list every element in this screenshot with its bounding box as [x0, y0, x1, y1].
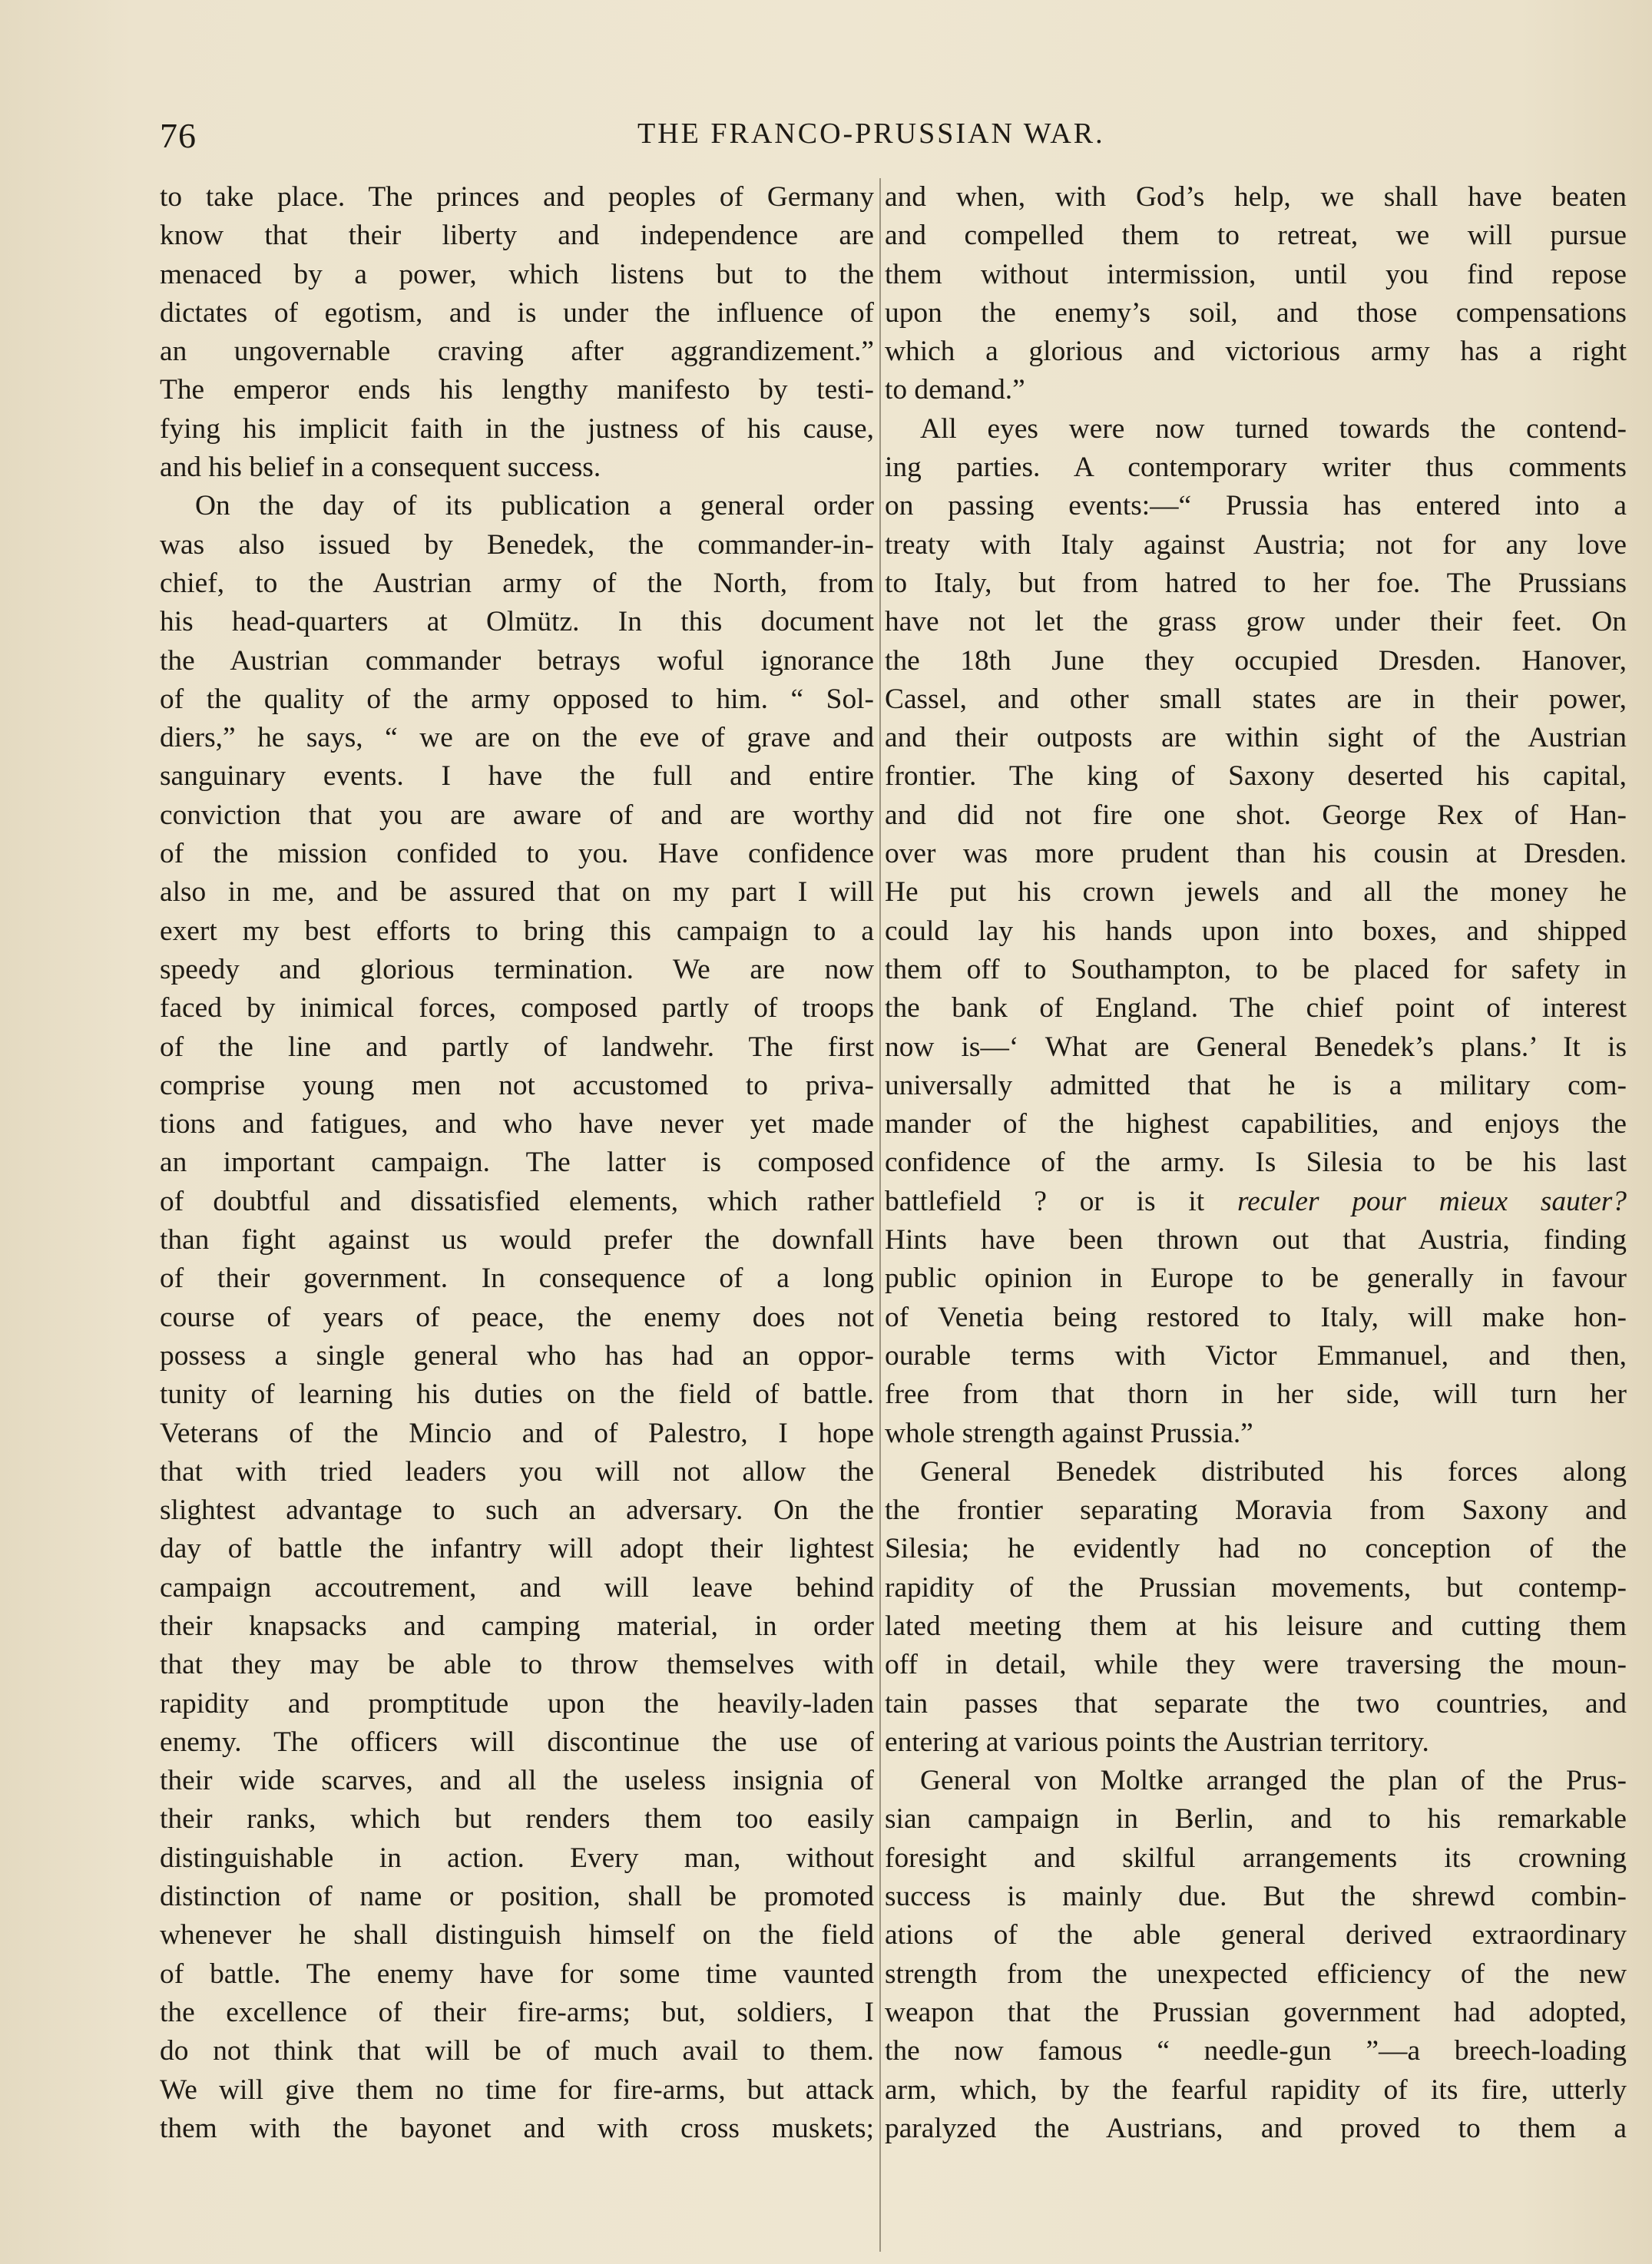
- text-line: an ungovernable craving after aggrandizement.”: [160, 336, 874, 368]
- text-line: public opinion in Europe to be generally in favour: [885, 1263, 1627, 1295]
- text-line: and when, with God’s help, we shall have beaten: [885, 181, 1627, 213]
- text-line: ations of the able general derived extraordinary: [885, 1919, 1627, 1951]
- text-line: rapidity of the Prussian movements, but contemp-: [885, 1571, 1627, 1604]
- text-line: sian campaign in Berlin, and to his remarkable: [885, 1803, 1627, 1835]
- text-line: General von Moltke arranged the plan of the Prus-: [920, 1765, 1627, 1797]
- text-line: course of years of peace, the enemy does not: [160, 1301, 874, 1333]
- text-line: to take place. The princes and peoples of Germany: [160, 181, 874, 213]
- text-line: them without intermission, until you find repose: [885, 258, 1627, 290]
- text-line: General Benedek distributed his forces along: [920, 1455, 1627, 1488]
- text-line: treaty with Italy against Austria; not for any love: [885, 528, 1627, 561]
- text-line: mander of the highest capabilities, and enjoys the: [885, 1108, 1627, 1140]
- text-line: do not think that will be of much avail to them.: [160, 2035, 874, 2067]
- text-line: an important campaign. The latter is composed: [160, 1147, 874, 1179]
- text-line: that with tried leaders you will not allow the: [160, 1455, 874, 1488]
- column-divider-rule: [879, 178, 881, 2252]
- text-line: them with the bayonet and with cross muskets;: [160, 2112, 874, 2144]
- left-text-column: [160, 178, 874, 2148]
- text-line: Hints have been thrown out that Austria, finding: [885, 1224, 1627, 1256]
- text-line: of their government. In consequence of a long: [160, 1263, 874, 1295]
- text-line: campaign accoutrement, and will leave behind: [160, 1571, 874, 1604]
- text-line: the excellence of their fire-arms; but, soldiers, I: [160, 1996, 874, 2028]
- text-line: of the mission confided to you. Have confidence: [160, 838, 874, 870]
- text-line: tions and fatigues, and who have never yet made: [160, 1108, 874, 1140]
- text-line: battlefield ? or is it reculer pour mieux sauter?: [885, 1185, 1627, 1217]
- text-line: his head-quarters at Olmütz. In this document: [160, 606, 874, 638]
- text-line: of the line and partly of landwehr. The first: [160, 1031, 874, 1063]
- text-line: arm, which, by the fearful rapidity of its fire, utterly: [885, 2074, 1627, 2106]
- text-line: the bank of England. The chief point of interest: [885, 992, 1627, 1024]
- text-line: on passing events:—“ Prussia has entered into a: [885, 490, 1627, 522]
- text-line: have not let the grass grow under their feet. On: [885, 606, 1627, 638]
- text-line: their ranks, which but renders them too easily: [160, 1803, 874, 1835]
- text-line: of Venetia being restored to Italy, will make hon-: [885, 1301, 1627, 1333]
- text-line: faced by inimical forces, composed partly of troops: [160, 992, 874, 1024]
- text-line: speedy and glorious termination. We are now: [160, 953, 874, 985]
- text-line: lated meeting them at his leisure and cutting them: [885, 1610, 1627, 1642]
- text-line: their knapsacks and camping material, in order: [160, 1610, 874, 1642]
- page-number: 76: [160, 116, 197, 155]
- text-line: strength from the unexpected efficiency of the new: [885, 1958, 1627, 1990]
- text-line: On the day of its publication a general order: [195, 490, 874, 522]
- text-line: and did not fire one shot. George Rex of Han-: [885, 799, 1627, 831]
- text-line: of the quality of the army opposed to him. “ Sol-: [160, 683, 874, 715]
- text-line: also in me, and be assured that on my part I will: [160, 876, 874, 909]
- text-line: know that their liberty and independence are: [160, 220, 874, 252]
- text-line: off in detail, while they were traversing the moun-: [885, 1649, 1627, 1681]
- running-head-title: THE FRANCO-PRUSSIAN WAR.: [637, 118, 1105, 150]
- text-line: now is—‘ What are General Benedek’s plans.’ It is: [885, 1031, 1627, 1063]
- text-line: confidence of the army. Is Silesia to be his last: [885, 1147, 1627, 1179]
- text-line: distinction of name or position, shall be promoted: [160, 1881, 874, 1913]
- text-line: He put his crown jewels and all the money he: [885, 876, 1627, 909]
- text-line: conviction that you are aware of and are worthy: [160, 799, 874, 831]
- text-line: possess a single general who has had an oppor-: [160, 1339, 874, 1372]
- text-line: them off to Southampton, to be placed for safety in: [885, 953, 1627, 985]
- text-line: tain passes that separate the two countries, and: [885, 1687, 1627, 1720]
- text-line: comprise young men not accustomed to priva-: [160, 1069, 874, 1101]
- text-line: menaced by a power, which listens but to the: [160, 258, 874, 290]
- text-line: We will give them no time for fire-arms, but attack: [160, 2074, 874, 2106]
- text-line: of battle. The enemy have for some time vaunted: [160, 1958, 874, 1990]
- text-line: whole strength against Prussia.”: [885, 1417, 1253, 1449]
- text-line: could lay his hands upon into boxes, and shipped: [885, 915, 1627, 947]
- text-line: ing parties. A contemporary writer thus comments: [885, 452, 1627, 484]
- text-line: The emperor ends his lengthy manifesto by testi-: [160, 374, 874, 406]
- text-line: and his belief in a consequent success.: [160, 452, 601, 484]
- text-line: free from that thorn in her side, will turn her: [885, 1379, 1627, 1411]
- text-line: the Austrian commander betrays woful ignorance: [160, 644, 874, 677]
- text-line: the 18th June they occupied Dresden. Hanover,: [885, 644, 1627, 677]
- text-line: the frontier separating Moravia from Saxony and: [885, 1494, 1627, 1527]
- text-line: chief, to the Austrian army of the North, from: [160, 567, 874, 599]
- text-line: was also issued by Benedek, the commander-in-: [160, 528, 874, 561]
- text-line: rapidity and promptitude upon the heavily-laden: [160, 1687, 874, 1720]
- text-line: to demand.”: [885, 374, 1025, 406]
- right-text-column: [885, 178, 1627, 2148]
- text-line: weapon that the Prussian government had adopted,: [885, 1996, 1627, 2028]
- text-line: and their outposts are within sight of the Austrian: [885, 722, 1627, 754]
- text-line: exert my best efforts to bring this campaign to a: [160, 915, 874, 947]
- text-line: ourable terms with Victor Emmanuel, and then,: [885, 1339, 1627, 1372]
- text-line: slightest advantage to such an adversary. On the: [160, 1494, 874, 1527]
- italic-phrase: reculer pour mieux sauter?: [1237, 1185, 1627, 1217]
- text-line: Veterans of the Mincio and of Palestro, I hope: [160, 1417, 874, 1449]
- text-line: which a glorious and victorious army has a right: [885, 336, 1627, 368]
- text-line: tunity of learning his duties on the field of battle.: [160, 1379, 874, 1411]
- text-line: entering at various points the Austrian territory.: [885, 1726, 1429, 1758]
- text-line: success is mainly due. But the shrewd combin-: [885, 1881, 1627, 1913]
- text-line: universally admitted that he is a military com-: [885, 1069, 1627, 1101]
- text-line: All eyes were now turned towards the contend-: [920, 412, 1627, 445]
- text-line: upon the enemy’s soil, and those compensations: [885, 296, 1627, 329]
- text-line: the now famous “ needle-gun ”—a breech-loading: [885, 2035, 1627, 2067]
- text-line: fying his implicit faith in the justness of his cause,: [160, 412, 874, 445]
- text-line: day of battle the infantry will adopt their lightest: [160, 1533, 874, 1565]
- text-line: enemy. The officers will discontinue the use of: [160, 1726, 874, 1758]
- text-line: than fight against us would prefer the downfall: [160, 1224, 874, 1256]
- text-line: Silesia; he evidently had no conception of the: [885, 1533, 1627, 1565]
- text-line: foresight and skilful arrangements its crowning: [885, 1842, 1627, 1874]
- text-line: paralyzed the Austrians, and proved to them a: [885, 2112, 1627, 2144]
- text-line: their wide scarves, and all the useless insignia of: [160, 1765, 874, 1797]
- text-line: and compelled them to retreat, we will pursue: [885, 220, 1627, 252]
- text-line: sanguinary events. I have the full and entire: [160, 760, 874, 793]
- text-line: to Italy, but from hatred to her foe. The Prussians: [885, 567, 1627, 599]
- text-line: over was more prudent than his cousin at Dresden.: [885, 838, 1627, 870]
- text-line: of doubtful and dissatisfied elements, which rather: [160, 1185, 874, 1217]
- text-line: distinguishable in action. Every man, without: [160, 1842, 874, 1874]
- text-line: Cassel, and other small states are in their power,: [885, 683, 1627, 715]
- text-line: whenever he shall distinguish himself on the field: [160, 1919, 874, 1951]
- text-line: diers,” he says, “ we are on the eve of grave and: [160, 722, 874, 754]
- text-line: frontier. The king of Saxony deserted his capital,: [885, 760, 1627, 793]
- text-line: that they may be able to throw themselves with: [160, 1649, 874, 1681]
- text-line: dictates of egotism, and is under the influence of: [160, 296, 874, 329]
